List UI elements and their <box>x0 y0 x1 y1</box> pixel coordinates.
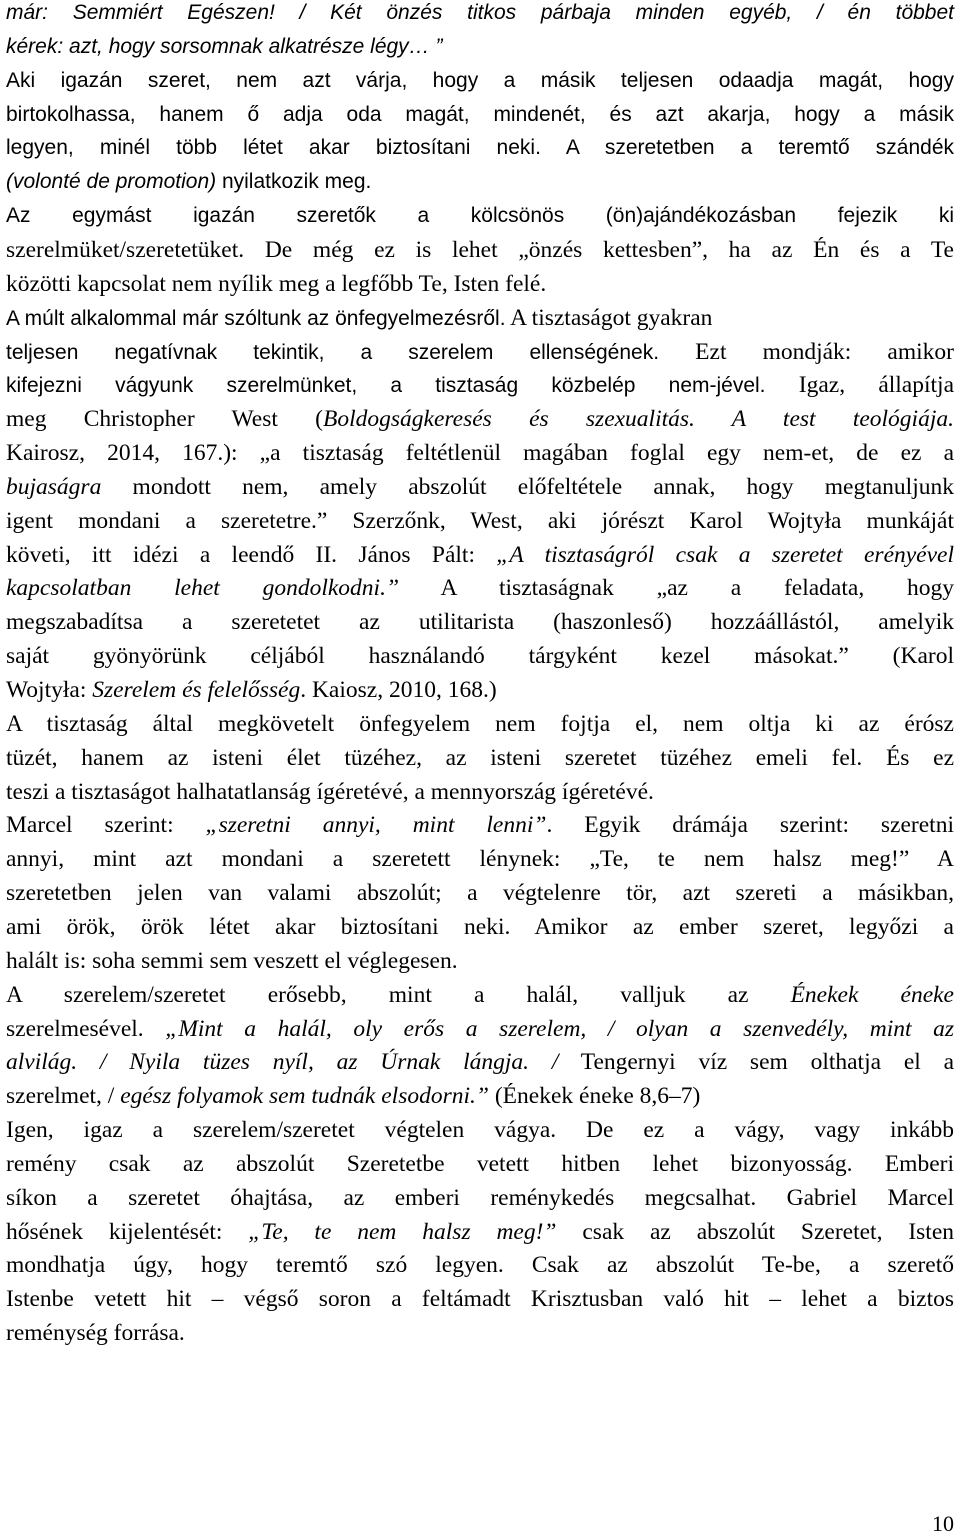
text-line <box>6 133 954 163</box>
text-line <box>6 878 954 908</box>
text-line <box>6 844 954 874</box>
text-run: . Egyik drámája szerint: szeretni <box>546 812 954 839</box>
text-line <box>6 1081 700 1111</box>
text-line <box>6 946 458 976</box>
text-run: szeretetben jelen van valami abszolút; a végtelenre tör, azt szereti a másikban, <box>6 880 954 907</box>
text-run: annyi, mint azt mondani a szeretett lénynek: „Te, te nem halsz meg!” A <box>6 846 954 873</box>
text-run: mondott nem, amely abszolút előfeltétele annak, hogy megtanuljunk <box>101 473 954 500</box>
text-line <box>6 269 546 299</box>
text-line <box>6 675 497 705</box>
text-line <box>6 1115 954 1145</box>
text-line <box>6 370 954 401</box>
text-line <box>6 810 954 840</box>
text-run: teszi a tisztaságot halhatatlanság ígéretévé, a mennyország ígéretévé. <box>6 778 654 805</box>
text-line <box>6 540 954 570</box>
italic-text: bujaságra <box>6 473 102 500</box>
text-line <box>6 66 954 96</box>
italic-text: egész folyamok sem tudnák elsodorni.” <box>120 1083 489 1110</box>
text-line <box>6 303 712 334</box>
text-line <box>6 337 954 368</box>
text-run: A tisztaságot gyakran <box>505 304 713 331</box>
text-line <box>6 235 954 265</box>
text-line <box>6 506 954 536</box>
text-line <box>6 32 443 62</box>
text-line <box>6 100 954 130</box>
text-run: kifejezni vágyunk szerelmünket, a tisztaság közbelép nem-jével. <box>6 374 766 398</box>
text-run: szerelmüket/szeretetüket. De még ez is lehet „önzés kettesben”, ha az Én és a Te <box>6 236 954 263</box>
text-run: Aki igazán szeret, nem azt várja, hogy a másik teljesen odaadja magát, hogy <box>6 68 954 92</box>
italic-text: már: Semmiért Egészen! / Két önzés titkos párbaja minden egyéb, / én többet <box>6 1 954 24</box>
text-line <box>6 573 954 603</box>
text-line <box>6 0 954 28</box>
text-run: Kairosz, 2014, 167.): „a tisztaság feltétlenül magában foglal egy nem-et, de ez a <box>6 440 954 467</box>
text-line <box>6 607 954 637</box>
italic-text: Boldogságkeresés és szexualitás. A test teológiája. <box>323 406 954 433</box>
italic-text: (volonté de promotion) <box>6 170 217 194</box>
text-run: szerelmet, / <box>6 1083 121 1110</box>
text-run: Tengernyi víz sem olthatja el a <box>558 1049 955 1076</box>
text-line <box>6 777 654 807</box>
italic-text: „Te, te nem halsz meg!” <box>248 1218 557 1245</box>
text-run: remény csak az abszolút Szeretetbe vetett hitben lehet bizonyosság. Emberi <box>6 1150 954 1177</box>
text-run: igent mondani a szeretetre.” Szerzőnk, West, aki jórészt Karol Wojtyła munkáját <box>6 507 954 534</box>
text-line <box>6 201 954 231</box>
italic-text: Szerelem és felelősség <box>92 677 301 703</box>
text-run: megszabadítsa a szeretetet az utilitarista (haszonleső) hozzáállástól, amelyik <box>6 609 954 636</box>
text-run: Ezt mondják: amikor <box>659 338 954 365</box>
text-run: A múlt alkalommal már szóltunk az önfegyelmezésről. <box>6 306 506 330</box>
text-line <box>6 1318 185 1348</box>
text-line <box>6 1183 954 1213</box>
text-line <box>6 1217 954 1247</box>
text-run: birtokolhassa, hanem ő adja oda magát, mindenét, és azt akarja, hogy a másik <box>6 102 954 126</box>
text-run: Wojtyła: <box>6 677 93 703</box>
text-run: reménység forrása. <box>6 1320 185 1347</box>
italic-text: „szeretni annyi, mint lenni” <box>205 812 547 839</box>
text-run: tüzét, hanem az isteni élet tüzéhez, az isteni szeretet tüzéhez emeli fel. És ez <box>6 744 954 771</box>
text-line <box>6 1014 954 1044</box>
text-line <box>6 980 954 1010</box>
text-run: ami örök, örök létet akar biztosítani neki. Amikor az ember szeret, legyőzi a <box>6 913 954 940</box>
page-number: 10 <box>932 1511 954 1536</box>
text-run: meg Christopher West ( <box>6 406 323 433</box>
italic-text: „Mint a halál, oly erős a szerelem, / olyan a szenvedély, mint az <box>165 1015 954 1042</box>
text-run: csak az abszolút Szeretet, Isten <box>556 1218 954 1245</box>
italic-text: alvilág. / Nyila tüzes nyíl, az Úrnak lángja. / <box>6 1049 559 1076</box>
text-line <box>6 743 954 773</box>
text-run: saját gyönyörünk céljából használandó tárgyként kezel másokat.” (Karol <box>6 643 954 670</box>
text-run: halált is: soha semmi sem veszett el véglegesen. <box>6 947 458 974</box>
text-line <box>6 709 954 739</box>
text-line <box>6 912 954 942</box>
text-run: teljesen negatívnak tekintik, a szerelem ellenségének. <box>6 340 660 364</box>
text-run: Marcel szerint: <box>6 812 206 839</box>
text-run: hősének kijelentését: <box>6 1218 249 1245</box>
text-run: közötti kapcsolat nem nyílik meg a legfőbb Te, Isten felé. <box>6 270 547 297</box>
text-run: Igaz, állapítja <box>765 372 955 399</box>
text-run: legyen, minél több létet akar biztosítani neki. A szeretetben a teremtő szándék <box>6 136 954 160</box>
italic-text: kapcsolatban lehet gondolkodni.” <box>6 575 400 602</box>
italic-text: kérek: azt, hogy sorsomnak alkatrésze légy… ” <box>6 34 443 58</box>
text-run: (Énekek éneke 8,6–7) <box>488 1083 701 1110</box>
italic-text: „A tisztaságról csak a szeretet erényével <box>496 541 954 568</box>
text-line <box>6 1149 954 1179</box>
text-run: A szerelem/szeretet erősebb, mint a halál, valljuk az <box>6 981 791 1008</box>
text-run: szerelmesével. <box>6 1015 166 1042</box>
text-run: A tisztaságnak „az a feladata, hogy <box>399 575 954 602</box>
text-line <box>6 167 371 197</box>
text-run: Istenbe vetett hit – végső soron a feltámadt Krisztusban való hit – lehet a biztos <box>6 1286 954 1313</box>
text-run: nyilatkozik meg. <box>216 170 372 194</box>
text-run: követi, itt idézi a leendő II. János Pált: <box>6 541 497 568</box>
text-line <box>6 472 954 502</box>
text-line <box>6 1284 954 1314</box>
text-line <box>6 1047 954 1077</box>
text-line <box>6 641 954 671</box>
text-run: Az egymást igazán szeretők a kölcsönös (ön)ajándékozásban fejezik ki <box>6 204 954 228</box>
text-run: Igen, igaz a szerelem/szeretet végtelen vágya. De ez a vágy, vagy inkább <box>6 1117 954 1144</box>
text-line <box>6 404 954 434</box>
text-run: mondhatja úgy, hogy teremtő szó legyen. Csak az abszolút Te-be, a szerető <box>6 1252 954 1279</box>
text-run: . Kaiosz, 2010, 168.) <box>300 677 497 703</box>
text-run: síkon a szeretet óhajtása, az emberi reménykedés megcsalhat. Gabriel Marcel <box>6 1184 954 1211</box>
text-line <box>6 1250 954 1280</box>
text-line <box>6 438 954 468</box>
italic-text: Énekek éneke <box>790 981 954 1008</box>
text-run: A tisztaság által megkövetelt önfegyelem nem fojtja el, nem oltja ki az érósz <box>6 710 954 737</box>
